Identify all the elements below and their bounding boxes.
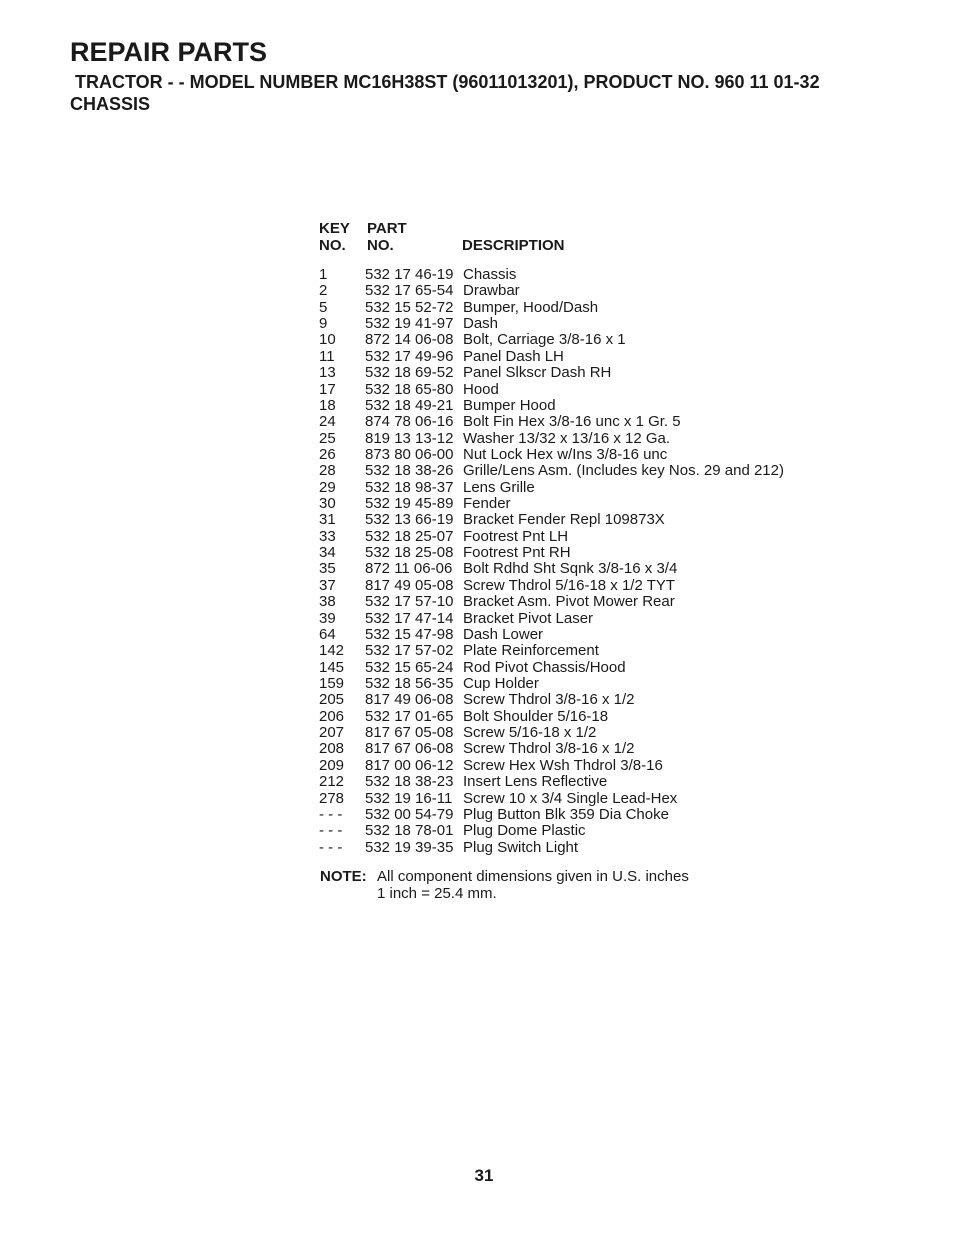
key-cell: 207 (319, 724, 345, 742)
key-cell: 38 (319, 593, 336, 611)
description-cell: Bracket Pivot Laser (463, 609, 594, 627)
key-cell: 24 (319, 413, 336, 431)
key-cell: 34 (319, 544, 336, 562)
description-cell: Bolt Rdhd Sht Sqnk 3/8-16 x 3/4 (463, 560, 678, 578)
part-number-cell: 532 18 69-52 (365, 364, 454, 382)
key-cell: 159 (319, 674, 345, 692)
key-cell: 142 (319, 642, 345, 660)
description-cell: Plug Button Blk 359 Dia Choke (463, 805, 669, 823)
key-cell: 33 (319, 527, 336, 545)
key-cell: 18 (319, 396, 336, 414)
key-cell: 30 (319, 495, 336, 513)
part-number-cell: 532 19 41-97 (365, 315, 454, 333)
description-cell: Plug Dome Plastic (463, 822, 586, 840)
key-cell: 11 (319, 347, 335, 365)
key-cell: 1 (319, 266, 328, 283)
key-cell: 17 (319, 380, 336, 398)
description-cell: Bracket Fender Repl 109873X (463, 511, 665, 529)
part-header-line2: NO. (367, 237, 394, 254)
description-cell: Plate Reinforcement (463, 642, 599, 660)
part-number-cell: 817 67 06-08 (365, 740, 454, 758)
description-cell: Bolt Shoulder 5/16-18 (463, 707, 609, 725)
description-cell: Bolt Fin Hex 3/8-16 unc x 1 Gr. 5 (463, 413, 681, 431)
part-no-header (367, 220, 407, 254)
description-cell: Dash Lower (463, 625, 544, 643)
description-cell: Screw Thdrol 3/8-16 x 1/2 (463, 691, 635, 709)
key-no-header (319, 220, 350, 254)
note-line-1: All component dimensions given in U.S. inches (377, 868, 689, 885)
part-number-cell: 532 18 49-21 (365, 396, 454, 414)
part-number-cell: 532 15 52-72 (365, 298, 454, 316)
part-number-cell: 532 19 45-89 (365, 495, 454, 513)
description-cell: Fender (463, 495, 511, 513)
key-cell: - - - (319, 822, 343, 840)
key-header-line1: KEY (319, 220, 350, 237)
part-number-cell: 873 80 06-00 (365, 445, 454, 463)
part-number-cell: 532 15 47-98 (365, 625, 454, 643)
part-number-cell: 532 17 49-96 (365, 347, 454, 365)
note-label: NOTE: (320, 868, 367, 885)
part-number-cell: 532 17 47-14 (365, 609, 454, 627)
description-cell: Chassis (463, 266, 517, 283)
description-cell: Grille/Lens Asm. (Includes key Nos. 29 and 212) (463, 462, 784, 480)
page-number: 31 (474, 1166, 494, 1185)
key-cell: - - - (319, 838, 343, 856)
key-cell: 205 (319, 691, 345, 709)
part-number-cell: 532 18 56-35 (365, 674, 454, 692)
key-cell: 10 (319, 331, 336, 349)
description-cell: Panel Slkscr Dash RH (463, 364, 612, 382)
part-number-cell: 532 19 16-11 (365, 789, 453, 807)
key-cell: 206 (319, 707, 345, 725)
key-cell: 278 (319, 789, 345, 807)
key-cell: 13 (319, 364, 336, 382)
part-number-cell: 532 18 25-07 (365, 527, 454, 545)
key-cell: 64 (319, 625, 336, 643)
part-number-cell: 819 13 13-12 (365, 429, 454, 447)
model-subtitle: TRACTOR - - MODEL NUMBER MC16H38ST (96011013201), PRODUCT NO. 960 11 01-32 (75, 72, 820, 92)
key-cell: 26 (319, 445, 336, 463)
part-number-cell: 532 00 54-79 (365, 805, 454, 823)
part-number-cell: 532 18 78-01 (365, 822, 454, 840)
part-number-cell: 532 18 38-23 (365, 773, 454, 791)
description-cell: Bumper, Hood/Dash (463, 298, 599, 316)
description-cell: Footrest Pnt LH (463, 527, 569, 545)
part-number-cell: 532 17 57-02 (365, 642, 454, 660)
key-cell: 28 (319, 462, 336, 480)
key-cell: 39 (319, 609, 336, 627)
part-number-cell: 532 17 57-10 (365, 593, 454, 611)
key-cell: - - - (319, 805, 343, 823)
part-number-cell: 532 15 65-24 (365, 658, 454, 676)
key-cell: 209 (319, 756, 345, 774)
part-number-cell: 872 14 06-08 (365, 331, 454, 349)
description-cell: Bracket Asm. Pivot Mower Rear (463, 593, 675, 611)
part-number-cell: 532 18 65-80 (365, 380, 454, 398)
description-cell: Screw 5/16-18 x 1/2 (463, 724, 597, 742)
part-number-cell: 532 17 65-54 (365, 282, 454, 300)
key-cell: 29 (319, 478, 336, 496)
description-cell: Nut Lock Hex w/Ins 3/8-16 unc (463, 445, 668, 463)
part-number-cell: 817 67 05-08 (365, 724, 454, 742)
part-number-cell: 532 18 98-37 (365, 478, 454, 496)
description-cell: Footrest Pnt RH (463, 544, 571, 562)
description-cell: Cup Holder (463, 674, 539, 692)
description-cell: Plug Switch Light (463, 838, 579, 856)
key-cell: 212 (319, 773, 345, 791)
section-title: CHASSIS (70, 94, 151, 114)
description-cell: Screw Hex Wsh Thdrol 3/8-16 (463, 756, 663, 774)
description-cell: Bolt, Carriage 3/8-16 x 1 (463, 331, 626, 349)
part-number-cell: 872 11 06-06 (365, 560, 453, 578)
note-line-2: 1 inch = 25.4 mm. (377, 884, 497, 902)
description-cell: Panel Dash LH (463, 347, 564, 365)
description-cell: Bumper Hood (463, 396, 556, 414)
description-cell: Screw 10 x 3/4 Single Lead-Hex (463, 789, 678, 807)
description-cell: Lens Grille (463, 478, 535, 496)
description-cell: Screw Thdrol 5/16-18 x 1/2 TYT (463, 576, 676, 594)
part-number-cell: 532 13 66-19 (365, 511, 454, 529)
key-cell: 31 (319, 511, 336, 529)
part-number-cell: 532 18 38-26 (365, 462, 454, 480)
key-cell: 25 (319, 429, 336, 447)
key-cell: 35 (319, 560, 336, 578)
part-number-cell: 532 17 46-19 (365, 266, 454, 283)
part-number-cell: 817 49 06-08 (365, 691, 454, 709)
part-number-cell: 817 49 05-08 (365, 576, 454, 594)
key-cell: 2 (319, 282, 328, 300)
page-title: REPAIR PARTS (70, 37, 268, 67)
description-cell: Dash (463, 315, 499, 333)
part-header-line1: PART (367, 220, 407, 237)
description-cell: Insert Lens Reflective (463, 773, 608, 791)
description-cell: Hood (463, 380, 499, 398)
description-header: DESCRIPTION (462, 237, 565, 254)
key-cell: 9 (319, 315, 328, 333)
key-cell: 37 (319, 576, 336, 594)
key-cell: 5 (319, 298, 328, 316)
description-cell: Drawbar (463, 282, 520, 300)
part-number-cell: 532 17 01-65 (365, 707, 454, 725)
part-number-cell: 874 78 06-16 (365, 413, 454, 431)
part-number-cell: 532 18 25-08 (365, 544, 454, 562)
part-number-cell: 532 19 39-35 (365, 838, 454, 856)
key-cell: 145 (319, 658, 345, 676)
description-cell: Screw Thdrol 3/8-16 x 1/2 (463, 740, 635, 758)
key-header-line2: NO. (319, 237, 346, 254)
part-number-cell: 817 00 06-12 (365, 756, 454, 774)
description-cell: Washer 13/32 x 13/16 x 12 Ga. (463, 429, 671, 447)
key-cell: 208 (319, 740, 345, 758)
description-cell: Rod Pivot Chassis/Hood (463, 658, 626, 676)
